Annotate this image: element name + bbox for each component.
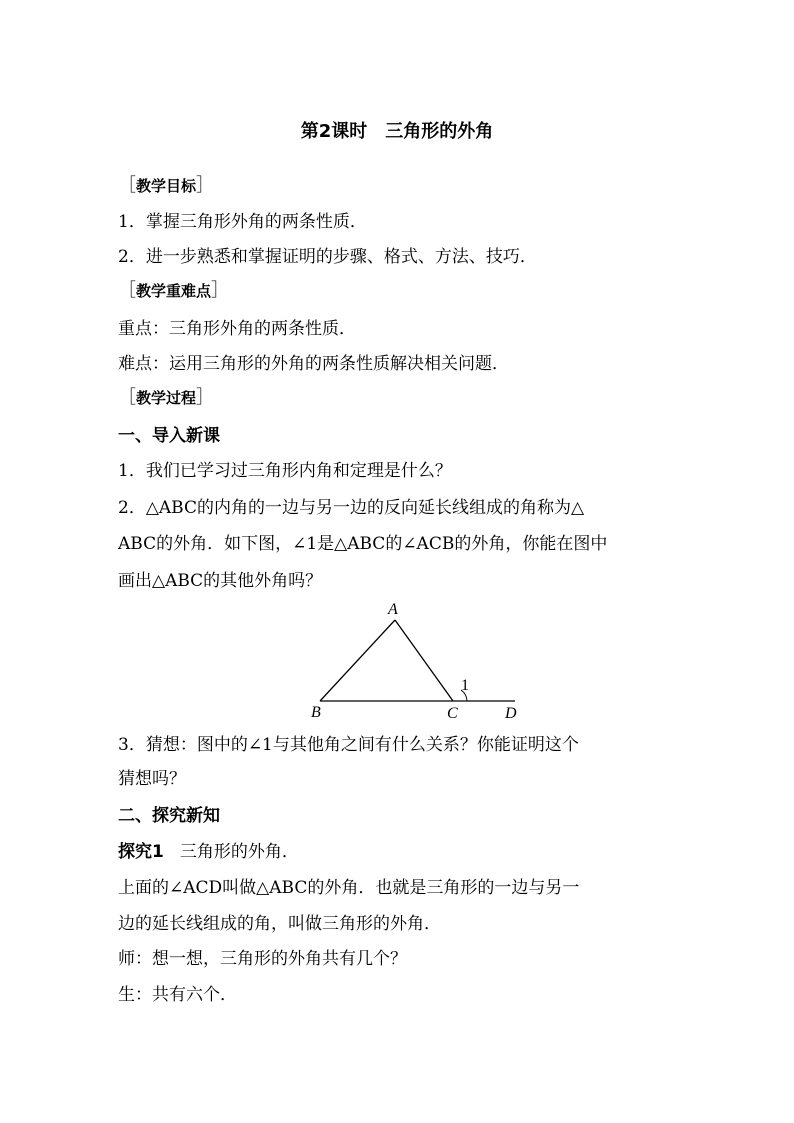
key-point-label: 重点： bbox=[118, 319, 169, 339]
explore-title: 三角形的外角． bbox=[179, 842, 299, 862]
section-process-label: 教学过程 bbox=[136, 389, 197, 407]
explore-label: 探究1 bbox=[118, 842, 164, 862]
question-2-line1: 2．△ABC的内角的一边与另一边的反向延长线组成的角称为△ bbox=[118, 498, 585, 518]
section-key-points-label: 教学重难点 bbox=[136, 282, 212, 300]
question-1: 1．我们已学习过三角形内角和定理是什么？ bbox=[118, 461, 452, 481]
question-2-line3: 画出△ABC的其他外角吗？ bbox=[118, 571, 323, 591]
goal-item: 1．掌握三角形外角的两条性质． bbox=[118, 212, 367, 232]
difficult-point-text: 运用三角形的外角的两条性质解决相关问题． bbox=[169, 354, 509, 374]
section-key-points: ［教学重难点］ bbox=[118, 280, 230, 301]
label-angle-1: 1 bbox=[461, 677, 469, 694]
teacher-line: 师：想一想，三角形的外角共有几个？ bbox=[118, 949, 407, 969]
key-point bbox=[118, 318, 356, 340]
label-a: A bbox=[388, 601, 398, 618]
label-b: B bbox=[311, 704, 321, 721]
label-d: D bbox=[505, 705, 517, 722]
goal-item: 2．进一步熟悉和掌握证明的步骤、格式、方法、技巧． bbox=[118, 247, 537, 267]
difficult-point-label: 难点： bbox=[118, 354, 169, 374]
side-ac bbox=[395, 620, 453, 701]
student-line: 生：共有六个． bbox=[118, 985, 237, 1005]
label-c: C bbox=[447, 705, 458, 722]
page-title: 第2课时 三角形的外角 bbox=[300, 121, 494, 142]
section-goals: ［教学目标］ bbox=[118, 175, 215, 196]
key-point-text: 三角形外角的两条性质． bbox=[169, 319, 356, 339]
triangle-figure bbox=[300, 595, 530, 725]
section-process: ［教学过程］ bbox=[118, 387, 215, 408]
question-3-line2: 猜想吗？ bbox=[118, 769, 186, 789]
part2-heading: 二、探究新知 bbox=[118, 806, 220, 826]
explore-1 bbox=[118, 841, 299, 863]
question-2-line2: ABC的外角．如下图，∠1是△ABC的∠ACB的外角，你能在图中 bbox=[118, 534, 608, 554]
question-3-line1: 3．猜想：图中的∠1与其他角之间有什么关系？你能证明这个 bbox=[118, 735, 579, 755]
section-goals-label: 教学目标 bbox=[136, 177, 197, 195]
side-ab bbox=[320, 620, 395, 701]
paragraph-line1: 上面的∠ACD叫做△ABC的外角．也就是三角形的一边与另一 bbox=[118, 878, 580, 898]
difficult-point bbox=[118, 353, 509, 375]
part1-heading: 一、导入新课 bbox=[118, 426, 220, 446]
paragraph-line2: 边的延长线组成的角，叫做三角形的外角． bbox=[118, 914, 441, 934]
